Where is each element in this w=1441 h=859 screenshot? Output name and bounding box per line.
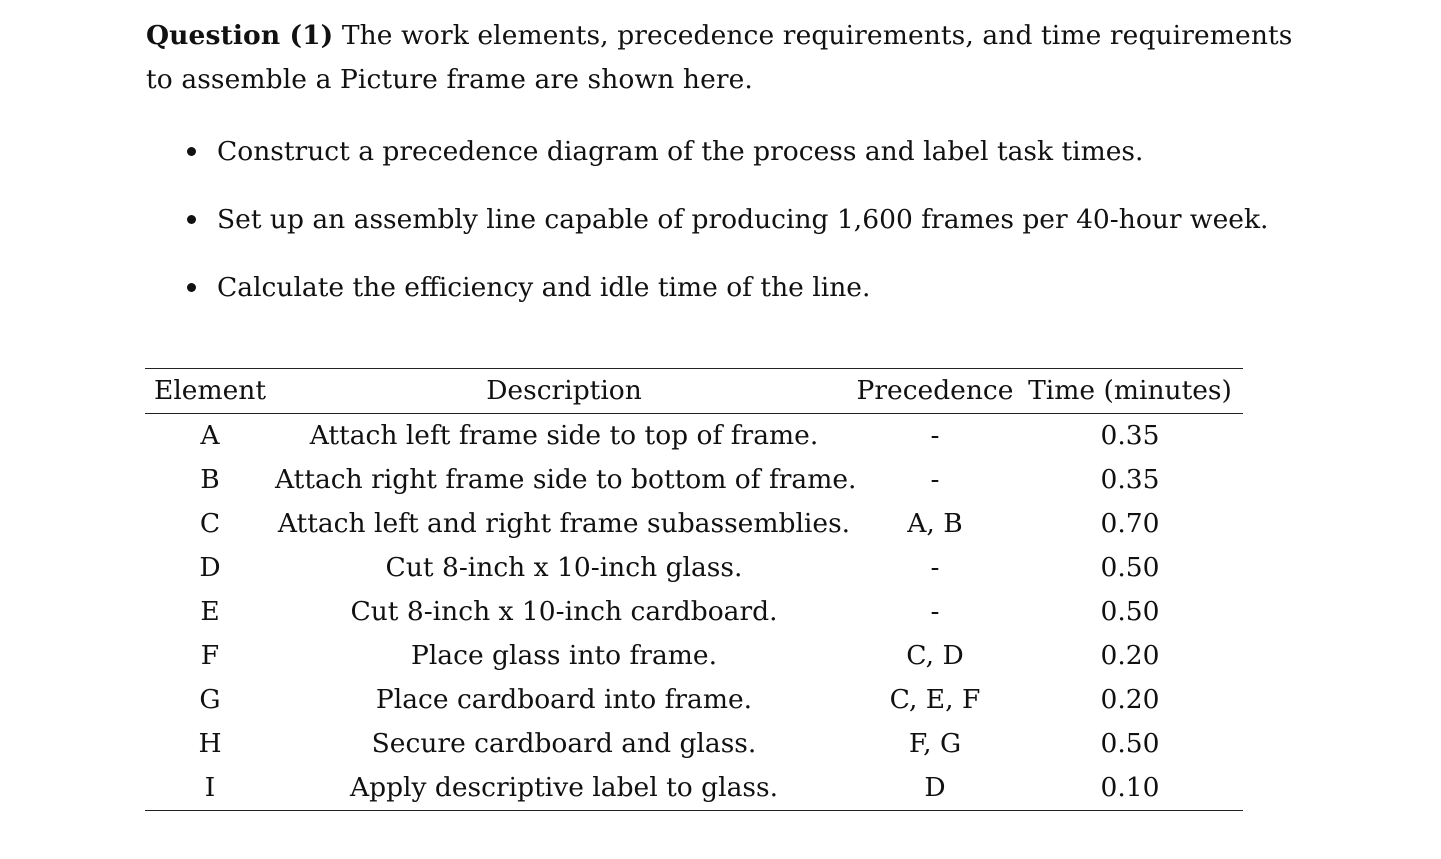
question-label: Question (1) bbox=[146, 20, 334, 51]
cell-time: 0.35 bbox=[1100, 464, 1160, 495]
cell-element: I bbox=[204, 772, 216, 803]
cell-time: 0.70 bbox=[1100, 508, 1160, 539]
table-row bbox=[145, 590, 1243, 634]
cell-precedence: C, D bbox=[906, 640, 964, 671]
cell-element: E bbox=[200, 596, 220, 627]
header-element: Element bbox=[153, 375, 267, 406]
table-row bbox=[145, 678, 1243, 722]
task-text: Calculate the efficiency and idle time of the line. bbox=[217, 272, 871, 303]
cell-description: Attach left frame side to top of frame. bbox=[309, 420, 819, 451]
cell-precedence: C, E, F bbox=[889, 684, 981, 715]
cell-time: 0.50 bbox=[1100, 728, 1160, 759]
cell-description: Cut 8-inch x 10-inch cardboard. bbox=[350, 596, 778, 627]
cell-element: D bbox=[199, 552, 221, 583]
table-row bbox=[145, 414, 1243, 459]
cell-description: Place glass into frame. bbox=[411, 640, 717, 671]
header-description: Description bbox=[486, 375, 642, 406]
cell-description: Cut 8-inch x 10-inch glass. bbox=[385, 552, 743, 583]
work-elements-table bbox=[145, 368, 1243, 811]
cell-element: F bbox=[200, 640, 220, 671]
table-row bbox=[145, 634, 1243, 678]
bullet-icon bbox=[187, 215, 196, 224]
table-row bbox=[145, 458, 1243, 502]
bullet-icon bbox=[187, 283, 196, 292]
table-header-row bbox=[145, 369, 1243, 414]
table-row bbox=[145, 502, 1243, 546]
cell-description: Place cardboard into frame. bbox=[375, 684, 753, 715]
cell-element: B bbox=[200, 464, 220, 495]
bullet-icon bbox=[187, 147, 196, 156]
cell-precedence: - bbox=[930, 464, 940, 495]
cell-time: 0.50 bbox=[1100, 552, 1160, 583]
task-item bbox=[146, 131, 1296, 199]
cell-description: Secure cardboard and glass. bbox=[371, 728, 757, 759]
cell-precedence: F, G bbox=[908, 728, 962, 759]
table-row bbox=[145, 546, 1243, 590]
task-item bbox=[146, 199, 1296, 267]
task-text: Construct a precedence diagram of the process and label task times. bbox=[217, 136, 1144, 167]
cell-time: 0.20 bbox=[1100, 684, 1160, 715]
work-elements-table-container bbox=[145, 368, 1243, 811]
cell-precedence: D bbox=[924, 772, 946, 803]
header-precedence: Precedence bbox=[856, 375, 1014, 406]
task-item bbox=[146, 267, 1296, 335]
header-time: Time (minutes) bbox=[1028, 375, 1232, 406]
table-row bbox=[145, 766, 1243, 811]
cell-precedence: - bbox=[930, 420, 940, 451]
task-text: Set up an assembly line capable of producing 1,600 frames per 40-hour week. bbox=[217, 204, 1269, 235]
task-list bbox=[146, 131, 1296, 335]
cell-element: H bbox=[198, 728, 222, 759]
cell-precedence: - bbox=[930, 552, 940, 583]
cell-description: Apply descriptive label to glass. bbox=[349, 772, 779, 803]
cell-precedence: A, B bbox=[907, 508, 963, 539]
question-text: The work elements, precedence requirements, and time requirements to assemble a Picture frame are shown here. bbox=[146, 20, 1293, 95]
cell-precedence: - bbox=[930, 596, 940, 627]
cell-element: G bbox=[199, 684, 221, 715]
question-paragraph bbox=[146, 14, 1326, 102]
cell-element: C bbox=[199, 508, 221, 539]
cell-time: 0.10 bbox=[1100, 772, 1160, 803]
cell-time: 0.35 bbox=[1100, 420, 1160, 451]
cell-description: Attach left and right frame subassemblies. bbox=[277, 508, 851, 539]
cell-time: 0.20 bbox=[1100, 640, 1160, 671]
table-row bbox=[145, 722, 1243, 766]
cell-description: Attach right frame side to bottom of frame. bbox=[275, 464, 857, 495]
cell-time: 0.50 bbox=[1100, 596, 1160, 627]
cell-element: A bbox=[200, 420, 220, 451]
